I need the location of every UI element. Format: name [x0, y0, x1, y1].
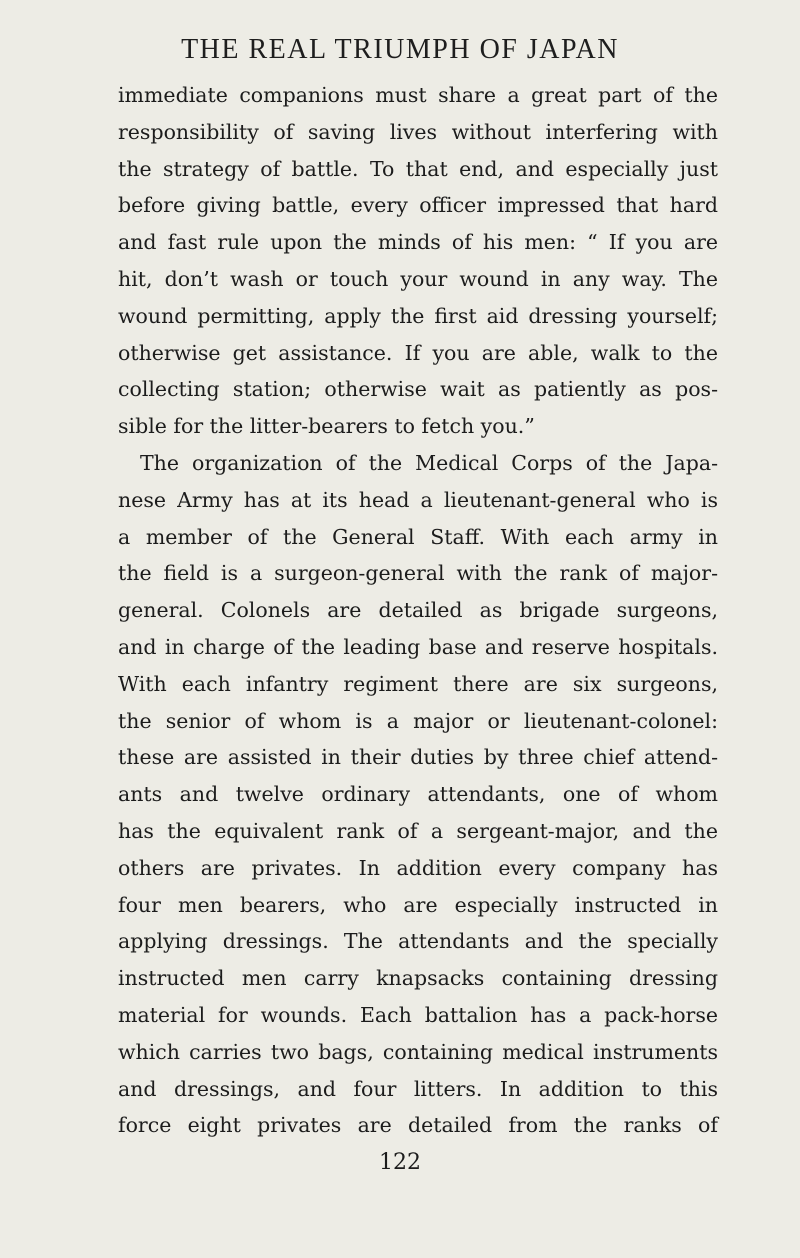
- text-line: applying dressings. The attendants and the specially: [118, 929, 718, 954]
- text-line: general. Colonels are detailed as brigade surgeons,: [118, 598, 718, 623]
- text-line: four men bearers, who are especially instructed in: [118, 892, 718, 917]
- text-line: nese Army has at its head a lieutenant-general who is: [118, 487, 718, 512]
- paragraph-1: [118, 77, 718, 445]
- text-line: the senior of whom is a major or lieutenant-colonel:: [118, 708, 718, 733]
- text-line: others are privates. In addition every company has: [118, 855, 718, 880]
- text-line: material for wounds. Each battalion has a pack-horse: [118, 1002, 718, 1027]
- text-line: collecting station; otherwise wait as patiently as pos-: [118, 377, 718, 402]
- text-line: immediate companions must share a great part of the: [118, 83, 718, 107]
- text-line: a member of the General Staff. With each army in: [118, 524, 718, 549]
- text-line: which carries two bags, containing medical instruments: [118, 1039, 718, 1064]
- text-line: The organization of the Medical Corps of the Japa-: [140, 450, 718, 475]
- text-line: force eight privates are detailed from the ranks of: [118, 1113, 718, 1138]
- text-line: the field is a surgeon-general with the rank of major-: [118, 561, 718, 586]
- text-line: wound permitting, apply the first aid dressing yourself;: [118, 303, 718, 328]
- text-line: instructed men carry knapsacks containing dressing: [118, 966, 718, 991]
- text-line: and dressings, and four litters. In addition to this: [118, 1076, 718, 1101]
- text-line: hit, don’t wash or touch your wound in any way. The: [118, 266, 718, 291]
- text-line: sible for the litter-bearers to fetch you.”: [118, 414, 535, 439]
- paragraph-2: [118, 445, 718, 1144]
- text-line: ants and twelve ordinary attendants, one of whom: [118, 782, 718, 807]
- running-head: THE REAL TRIUMPH OF JAPAN: [181, 34, 619, 65]
- body-text: [118, 77, 718, 1144]
- text-line: and fast rule upon the minds of his men: “ If you are: [118, 230, 718, 255]
- text-line: otherwise get assistance. If you are able, walk to the: [118, 340, 718, 365]
- page-number: 122: [379, 1150, 421, 1175]
- text-line: responsibility of saving lives without interfering with: [118, 119, 718, 144]
- text-line: before giving battle, every officer impressed that hard: [118, 193, 718, 218]
- text-line: has the equivalent rank of a sergeant-major, and the: [118, 818, 718, 843]
- text-line: and in charge of the leading base and reserve hospitals.: [118, 634, 718, 659]
- text-line: the strategy of battle. To that end, and especially just: [118, 156, 718, 181]
- text-line: these are assisted in their duties by three chief attend-: [118, 745, 718, 770]
- text-line: With each infantry regiment there are six surgeons,: [118, 671, 718, 696]
